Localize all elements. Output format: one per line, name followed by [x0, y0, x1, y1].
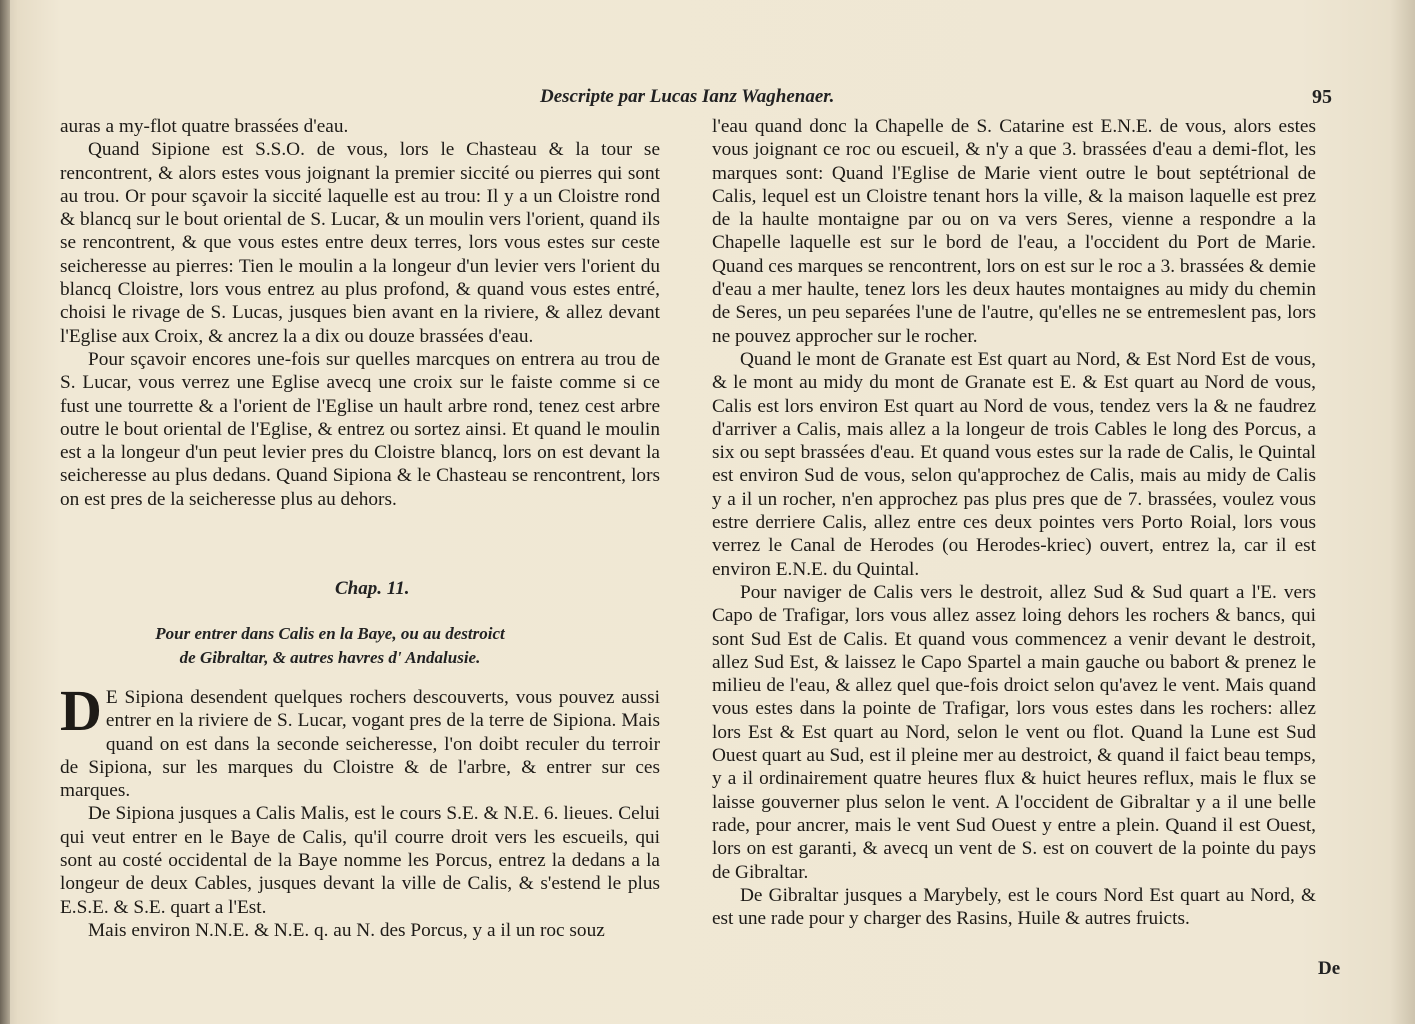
paragraph-text: E Sipiona desendent quelques rochers descouverts, vous pouvez aussi entrer en la riviere de S. Lucar, vogant pres de la terre de Sipiona. Mais quand on est dans la seconde seicheresse, l'on doibt reculer du terroir de Sipiona, sur les marques du Cloistre & de l'arbre, & entrer sur ces marques. [60, 687, 660, 802]
paragraph: auras a my-flot quatre brassées d'eau. [60, 116, 349, 137]
chapter-subtitle: Pour entrer dans Calis en la Baye, ou au destroict de Gibraltar, & autres havres d' Andalusie. [155, 624, 505, 667]
catchword: De [1318, 958, 1341, 979]
paragraph: Pour naviger de Calis vers le destroit, allez Sud & Sud quart a l'E. vers Capo de Trafigar, lors vous allez assez loing dehors les rochers & bancs, qui sont Sud Est de Calis. Et quand vous commencez a venir devant le destroit, allez Sud Est, & laissez le Capo Spartel a main gauche ou babort & prenez le milieu de l'eau, & allez quel que-fois droict selon qu'avez le vent. Mais quand vous estes dans la pointe de Trafigar, lors vous estes dans les rochers: allez lors Est & Est quart au Nord, selon le vent ou flot. Quand la Lune est Sud Ouest quart au Sud, est il pleine mer au destroict, & quand il faict beau temps, y a il ordinairement quatre heures flux & huict heures reflux, mais le flux se laisse gouverner plus selon le vent. A l'occident de Gibraltar y a il une belle rade, pour ancrer, mais le vent Sud Ouest y entre a plein. Quand il est Ouest, lors on est garanti, & avecq un vent de S. est on couvert de la pointe du pays de Gibraltar. [712, 581, 1316, 883]
left-column-section [60, 678, 660, 942]
left-column [60, 115, 660, 511]
chapter-heading: Chap. 11. [335, 578, 410, 599]
paragraph: De Sipiona jusques a Calis Malis, est le cours S.E. & N.E. 6. lieues. Celui qui veut entrer en le Baye de Calis, qu'il courre droit vers les escueils, qui sont au costé occidental de la Baye nomme les Porcus, entrez la dedans a la longeur de deux Cables, jusques devant la ville de Calis, & s'estend le plus E.S.E. & S.E. quart a l'Est. [60, 803, 660, 918]
running-title: Descripte par Lucas Ianz Waghenaer. [540, 86, 835, 107]
paragraph: Pour sçavoir encores une-fois sur quelles marcques on entrera au trou de S. Lucar, vous verrez une Eglise avecq une croix sur le faiste comme si ce fust une tourrette & a l'orient de l'Eglise un hault arbre rond, tenez cest arbre outre le bout oriental de l'Eglise, & entrez ou sortez ainsi. Et quand le moulin est a la longeur d'un peut levier pres du Cloistre blancq, lors on est devant la seicheresse au plus dedans. Quand Sipiona & le Chasteau se rencontrent, lors on est pres de la seicheresse plus au dehors. [60, 348, 660, 510]
right-column [712, 115, 1316, 930]
paragraph [60, 678, 660, 802]
paragraph: Mais environ N.N.E. & N.E. q. au N. des Porcus, y a il un roc souz [88, 919, 605, 941]
paragraph: Quand le mont de Granate est Est quart au Nord, & Est Nord Est de vous, & le mont au midy du mont de Granate est E. & Est quart au Nord de vous, Calis est lors environ Est quart au Nord de vous, tendez vers la & ne faudrez d'arriver a Calis, mais allez a la longeur de trois Cables le long des Porcus, a six ou sept brassées d'eau. Et quand vous estes sur la rade de Calis, le Quintal est environ Sud de vous, selon qu'approchez de Calis, mais au midy de Calis y a il un rocher, n'en approchez pas plus pres que de 7. brassées, voulez vous estre derriere Calis, allez entre ces deux pointes vers Porto Roial, lors vous verrez le Canal de Herodes (ou Herodes-kriec) ouvert, entrez la, car il est environ E.N.E. du Quintal. [712, 348, 1316, 580]
drop-cap: D [60, 678, 102, 743]
page-number: 95 [1312, 86, 1332, 108]
paragraph: De Gibraltar jusques a Marybely, est le cours Nord Est quart au Nord, & est une rade pour y charger des Rasins, Huile & autres fruicts. [712, 884, 1316, 930]
paragraph: l'eau quand donc la Chapelle de S. Catarine est E.N.E. de vous, alors estes vous joignant ce roc ou escueil, & n'y a que 3. brassées d'eau a demi-flot, les marques sont: Quand l'Eglise de Marie vient outre le bout septétrional de Calis, lequel est un Cloistre tenant hors la ville, & la maison laquelle est prez de la haulte montaigne par ou on va vers Seres, vienne a respondre a la Chapelle laquelle est sur le bord de l'eau, a l'occident du Port de Marie. Quand ces marques se rencontrent, lors on est sur le roc a 3. brassées & demie d'eau a mer haulte, tenez lors les deux hautes montaignes au midy du chemin de Seres, un peu separées l'une de l'autre, qu'elles ne se entremeslent pas, lors ne pouvez approcher sur le rocher. [712, 116, 1316, 347]
paragraph: Quand Sipione est S.S.O. de vous, lors le Chasteau & la tour se rencontrent, & alors estes vous joignant la premier siccité ou pierres qui sont au trou. Or pour sçavoir la siccité laquelle est au trou: Il y a un Cloistre rond & blancq sur le bout oriental de S. Lucar, & un moulin vers l'orient, quand ils se rencontrent, & que vous estes entre deux terres, lors vous estes sur ceste seicheresse au pierres: Tien le moulin a la longeur d'un levier vers l'orient du blancq Cloistre, lors vous entrez au plus profond, & quand vous estes entré, choisi le rivage de S. Lucas, jusques bien avant en la riviere, & allez devant l'Eglise aux Croix, & ancrez la a dix ou douze brassées d'eau. [60, 139, 660, 347]
book-gutter [0, 0, 10, 1024]
